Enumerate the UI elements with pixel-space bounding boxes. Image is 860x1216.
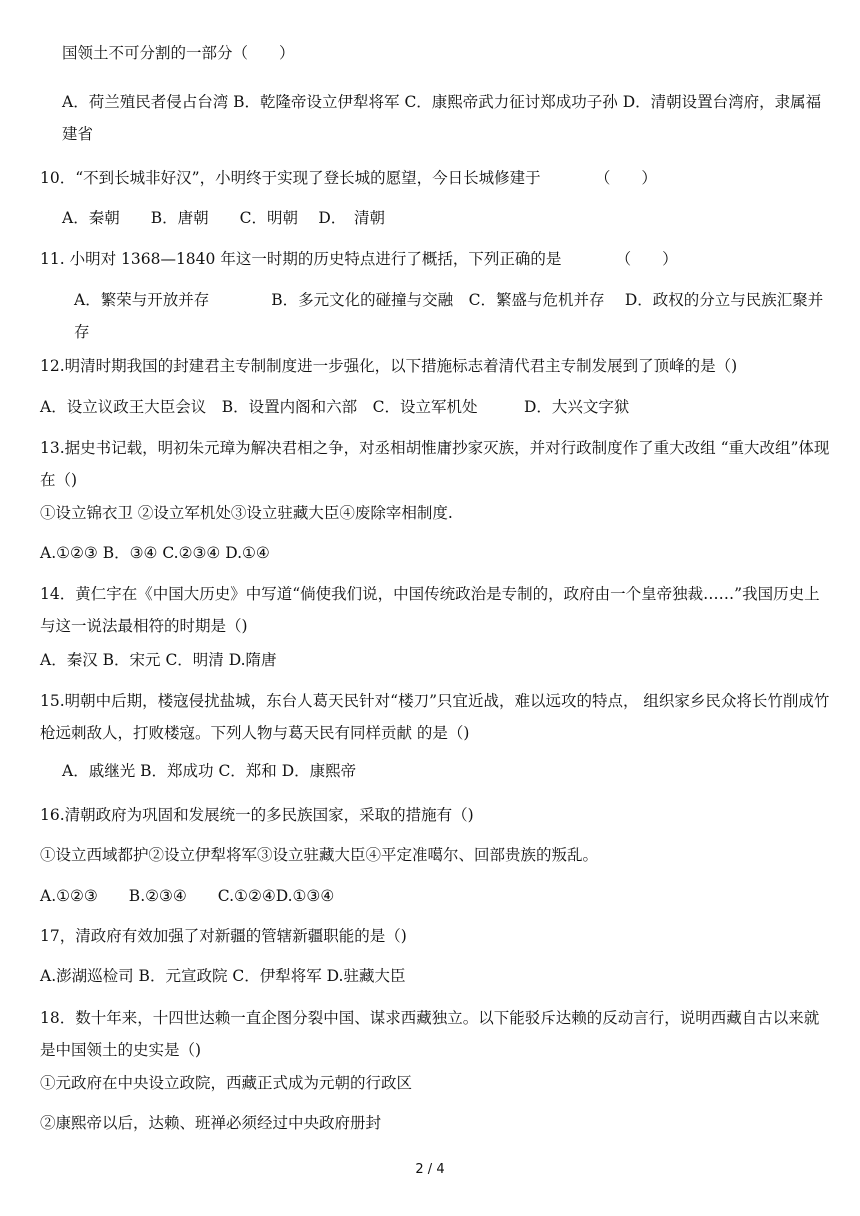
page-number: 2 / 4 xyxy=(415,1162,445,1177)
question-13-stem: 13.据史书记载，明初朱元璋为解决君相之争，对丞相胡惟庸抄家灭族，并对行政制度作了重大改组 “重大改组”体现在（) xyxy=(40,439,830,489)
question-15-stem: 15.明朝中后期，楼寇侵扰盐城，东台人葛天民针对“楼刀”只宜近战，难以远攻的特点， 组织家乡民众将长竹削成竹枪远刺敌人，打败楼寇。下列人物与葛天民有同样贡献 的是（) xyxy=(40,692,830,742)
question-16-stem: 16.清朝政府为巩固和发展统一的多民族国家，采取的措施有（) xyxy=(40,806,474,824)
question-13-statements: ①设立锦衣卫 ②设立军机处③设立驻藏大臣④废除宰相制度. xyxy=(40,504,453,522)
question-9-options: A．荷兰殖民者侵占台湾 B．乾隆帝设立伊犁将军 C．康熙帝武力征讨郑成功子孙 D．清朝设置台湾府，隶属福建省 xyxy=(62,93,822,143)
question-13-options: A.①②③ B．③④ C.②③④ D.①④ xyxy=(40,544,270,562)
question-12-options: A．设立议政王大臣会议 B．设置内阁和六部 C．设立军机处 D．大兴文字狱 xyxy=(40,398,630,416)
question-17-options: A.澎湖巡检司 B．元宣政院 C．伊犁将军 D.驻藏大臣 xyxy=(40,967,406,985)
question-11-stem: 11. 小明对 1368—1840 年这一时期的历史特点进行了概括，下列正确的是 （ ） xyxy=(40,250,678,268)
question-10-stem: 10．“不到长城非好汉”，小明终于实现了登长城的愿望，今日长城修建于 （ ） xyxy=(40,169,657,187)
question-14-options: A．秦汉 B．宋元 C．明清 D.隋唐 xyxy=(40,651,277,669)
question-16-statements: ①设立西域都护②设立伊犁将军③设立驻藏大臣④平定准噶尔、回部贵族的叛乱。 xyxy=(40,846,599,864)
question-16-options: A.①②③ B.②③④ C.①②④D.①③④ xyxy=(40,887,335,905)
question-18-statement-1: ①元政府在中央设立政院，西藏正式成为元朝的行政区 xyxy=(40,1074,413,1092)
question-15-options: A．戚继光 B．郑成功 C．郑和 D．康熙帝 xyxy=(62,762,357,780)
question-17-stem: 17，清政府有效加强了对新疆的管辖新疆职能的是（) xyxy=(40,927,407,945)
question-9-stem-end: 国领土不可分割的一部分（ ） xyxy=(62,44,295,62)
question-18-stem: 18．数十年来，十四世达赖一直企图分裂中国、谋求西藏独立。以下能驳斥达赖的反动言行，说明西藏自古以来就是中国领土的史实是（) xyxy=(40,1009,820,1059)
question-14-stem: 14．黄仁宇在《中国大历史》中写道“倘使我们说，中国传统政治是专制的，政府由一个皇帝独裁……”我国历史上与这一说法最相符的时期是（) xyxy=(40,585,820,635)
question-18-statement-2: ②康熙帝以后，达赖、班禅必须经过中央政府册封 xyxy=(40,1114,382,1132)
question-11-options: A．繁荣与开放并存 B．多元文化的碰撞与交融 C．繁盛与危机并存 D．政权的分立与民族汇聚并存 xyxy=(74,291,824,341)
question-10-options: A．秦朝 B．唐朝 C．明朝 D． 清朝 xyxy=(62,209,386,227)
question-12-stem: 12.明清时期我国的封建君主专制制度进一步强化，以下措施标志着清代君主专制发展到了顶峰的是（) xyxy=(40,357,738,375)
